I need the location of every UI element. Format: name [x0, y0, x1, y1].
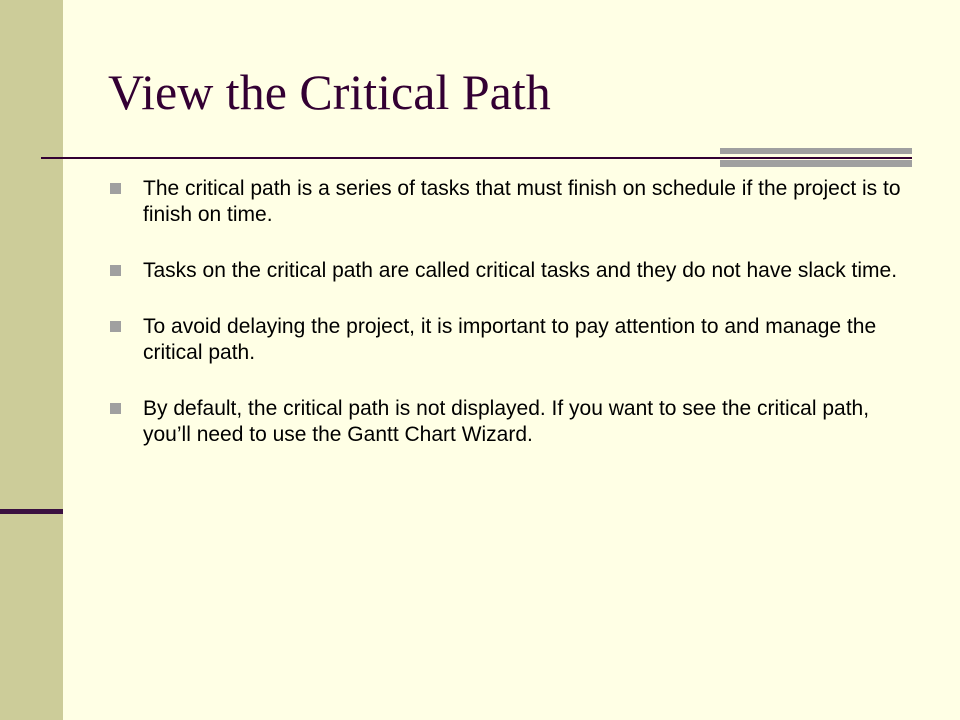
bullet-list — [110, 176, 910, 478]
title-divider-accent-top — [720, 148, 912, 154]
left-bar-accent-line — [0, 509, 63, 514]
slide-title: View the Critical Path — [108, 64, 551, 120]
left-decorative-bar — [0, 0, 63, 720]
bullet-text: To avoid delaying the project, it is important to pay attention to and manage the critical path. — [143, 315, 877, 364]
title-divider-accent-bottom — [720, 160, 912, 167]
bullet-text: By default, the critical path is not displayed. If you want to see the critical path, you’ll need to use the Gantt Chart Wizard. — [143, 397, 870, 446]
bullet-item — [110, 176, 910, 228]
bullet-item — [110, 396, 910, 448]
title-divider-line — [41, 157, 912, 159]
square-bullet-icon — [110, 321, 121, 332]
square-bullet-icon — [110, 183, 121, 194]
bullet-item — [110, 258, 910, 284]
square-bullet-icon — [110, 265, 121, 276]
bullet-text: Tasks on the critical path are called critical tasks and they do not have slack time. — [143, 259, 898, 282]
bullet-item — [110, 314, 910, 366]
bullet-text: The critical path is a series of tasks that must finish on schedule if the project is to finish on time. — [143, 177, 901, 226]
square-bullet-icon — [110, 403, 121, 414]
